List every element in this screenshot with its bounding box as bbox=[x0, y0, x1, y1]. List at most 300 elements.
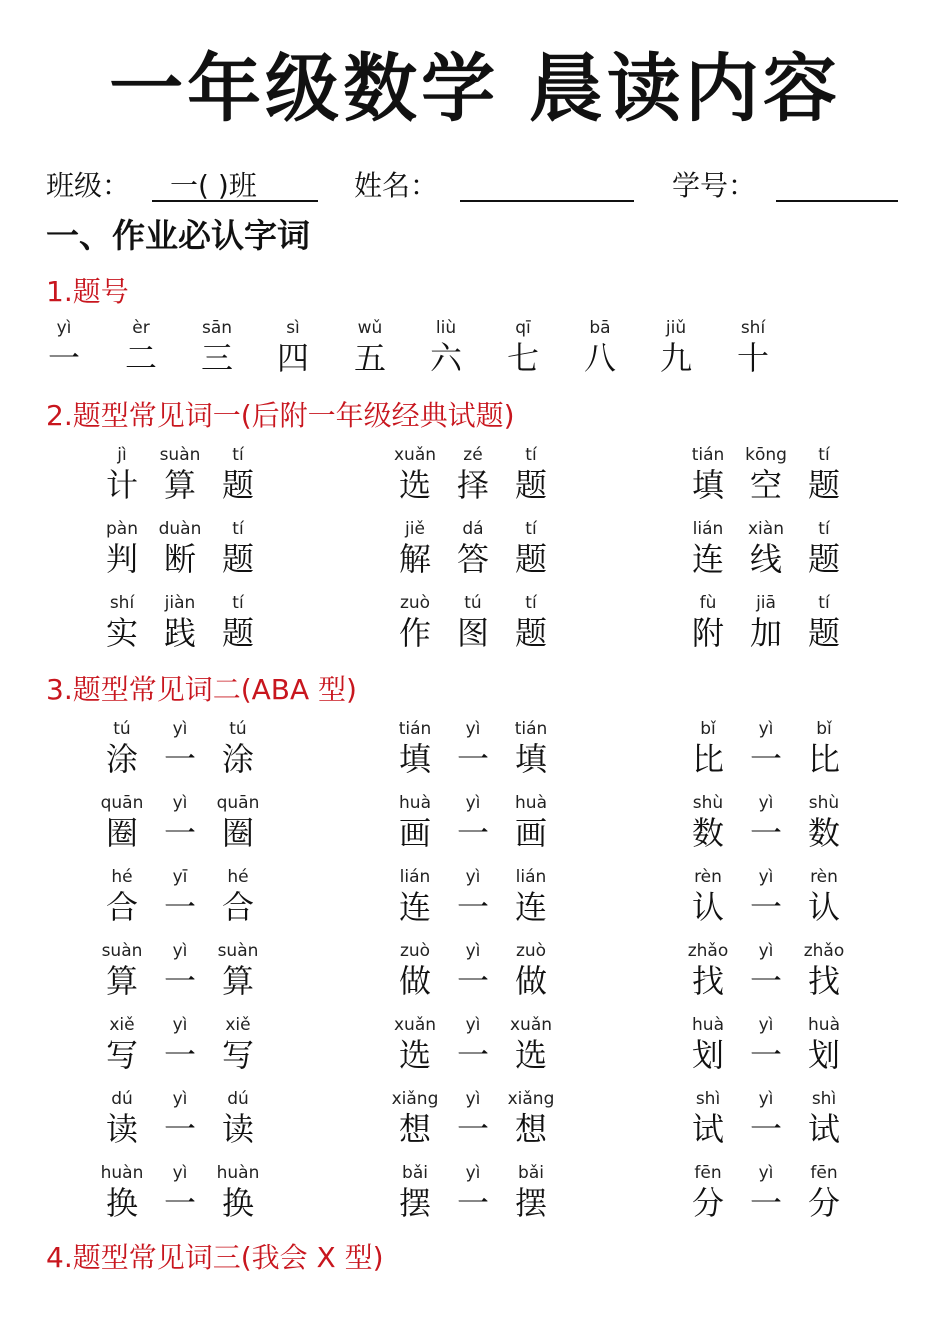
hanzi: 一 bbox=[456, 1184, 489, 1222]
word-char bbox=[92, 867, 152, 927]
pinyin: tí bbox=[525, 519, 537, 539]
pinyin: yì bbox=[56, 318, 72, 338]
word-char bbox=[208, 1015, 268, 1075]
hanzi: 连 bbox=[398, 888, 431, 926]
word-char bbox=[736, 1089, 796, 1149]
pinyin: huà bbox=[692, 1015, 724, 1035]
pinyin: tú bbox=[113, 719, 131, 739]
hanzi: 写 bbox=[221, 1036, 254, 1074]
word-char bbox=[794, 519, 854, 579]
subheading-question-numbers: 1.题号 bbox=[46, 275, 129, 308]
word-char bbox=[92, 719, 152, 779]
hanzi: 合 bbox=[221, 888, 254, 926]
pinyin: jiǔ bbox=[665, 318, 687, 338]
word-char bbox=[678, 867, 738, 927]
word-char bbox=[208, 867, 268, 927]
hanzi: 换 bbox=[105, 1184, 138, 1222]
pinyin: yì bbox=[172, 1015, 188, 1035]
pinyin: yì bbox=[465, 793, 481, 813]
student-id-field-line[interactable] bbox=[776, 200, 898, 202]
word-char bbox=[736, 719, 796, 779]
pinyin: bǎi bbox=[402, 1163, 428, 1183]
hanzi: 读 bbox=[221, 1110, 254, 1148]
hanzi: 连 bbox=[514, 888, 547, 926]
pinyin: quān bbox=[100, 793, 144, 813]
hanzi: 附 bbox=[691, 614, 724, 652]
word-char bbox=[501, 1163, 561, 1223]
word-char bbox=[208, 519, 268, 579]
hanzi: 六 bbox=[429, 339, 462, 377]
word-char bbox=[208, 445, 268, 505]
word-char bbox=[208, 793, 268, 853]
class-label: 班级： bbox=[46, 169, 131, 202]
pinyin: tí bbox=[525, 445, 537, 465]
hanzi: 八 bbox=[583, 339, 616, 377]
pinyin: yì bbox=[465, 719, 481, 739]
word-char bbox=[501, 1015, 561, 1075]
pinyin: yì bbox=[172, 719, 188, 739]
pinyin: xiǎng bbox=[507, 1089, 555, 1109]
pinyin: tú bbox=[229, 719, 247, 739]
question-type-row bbox=[0, 519, 950, 581]
pinyin: yì bbox=[758, 1089, 774, 1109]
pinyin: tí bbox=[818, 445, 830, 465]
page-title: 一年级数学 晨读内容 bbox=[109, 46, 841, 132]
word-char bbox=[678, 1089, 738, 1149]
hanzi: 一 bbox=[47, 339, 80, 377]
pinyin: lián bbox=[692, 519, 724, 539]
hanzi: 选 bbox=[398, 1036, 431, 1074]
hanzi: 一 bbox=[456, 962, 489, 1000]
pinyin: xiàn bbox=[748, 519, 784, 539]
pinyin: lián bbox=[515, 867, 547, 887]
pinyin: bǐ bbox=[816, 719, 832, 739]
hanzi: 二 bbox=[124, 339, 157, 377]
word-char bbox=[794, 867, 854, 927]
word-char bbox=[208, 1163, 268, 1223]
word-char bbox=[443, 941, 503, 1001]
hanzi: 一 bbox=[749, 1184, 782, 1222]
aba-word-row bbox=[0, 941, 950, 1003]
pinyin: shí bbox=[740, 318, 766, 338]
pinyin: qī bbox=[515, 318, 531, 338]
class-value: 一( )班 bbox=[170, 169, 257, 202]
hanzi: 一 bbox=[456, 888, 489, 926]
hanzi: 空 bbox=[749, 466, 782, 504]
hanzi: 做 bbox=[514, 962, 547, 1000]
word-char bbox=[150, 1089, 210, 1149]
word-char bbox=[443, 445, 503, 505]
hanzi: 一 bbox=[749, 1110, 782, 1148]
hanzi: 认 bbox=[691, 888, 724, 926]
word-char bbox=[92, 941, 152, 1001]
pinyin: quān bbox=[216, 793, 260, 813]
word-char bbox=[736, 1015, 796, 1075]
hanzi: 题 bbox=[221, 540, 254, 578]
hanzi: 践 bbox=[163, 614, 196, 652]
word-char bbox=[443, 793, 503, 853]
pinyin: yì bbox=[758, 1015, 774, 1035]
hanzi: 四 bbox=[276, 339, 309, 377]
number-2 bbox=[111, 318, 171, 378]
hanzi: 摆 bbox=[398, 1184, 431, 1222]
pinyin: shì bbox=[811, 1089, 837, 1109]
word-char bbox=[385, 1015, 445, 1075]
pinyin: xuǎn bbox=[393, 1015, 437, 1035]
pinyin: yì bbox=[465, 941, 481, 961]
word-char bbox=[443, 719, 503, 779]
word-char bbox=[736, 1163, 796, 1223]
word-char bbox=[736, 867, 796, 927]
hanzi: 题 bbox=[807, 614, 840, 652]
name-label: 姓名： bbox=[354, 169, 439, 202]
pinyin: rèn bbox=[810, 867, 838, 887]
pinyin: tí bbox=[818, 593, 830, 613]
word-char bbox=[678, 793, 738, 853]
hanzi: 想 bbox=[398, 1110, 431, 1148]
hanzi: 试 bbox=[807, 1110, 840, 1148]
pinyin: zuò bbox=[399, 941, 431, 961]
hanzi: 加 bbox=[749, 614, 782, 652]
hanzi: 一 bbox=[749, 814, 782, 852]
pinyin: suàn bbox=[159, 445, 201, 465]
pinyin: rèn bbox=[694, 867, 722, 887]
hanzi: 填 bbox=[398, 740, 431, 778]
word-char bbox=[150, 941, 210, 1001]
word-char bbox=[208, 1089, 268, 1149]
aba-word-row bbox=[0, 793, 950, 855]
word-char bbox=[443, 867, 503, 927]
word-char bbox=[150, 445, 210, 505]
hanzi: 一 bbox=[163, 1036, 196, 1074]
word-char bbox=[501, 1089, 561, 1149]
pinyin: zhǎo bbox=[687, 941, 729, 961]
hanzi: 填 bbox=[514, 740, 547, 778]
word-char bbox=[208, 941, 268, 1001]
question-type-row bbox=[0, 593, 950, 655]
hanzi: 线 bbox=[749, 540, 782, 578]
pinyin: jiě bbox=[405, 519, 425, 539]
word-char bbox=[443, 593, 503, 653]
word-char bbox=[678, 445, 738, 505]
word-char bbox=[385, 445, 445, 505]
word-char bbox=[385, 593, 445, 653]
pinyin: yì bbox=[465, 1015, 481, 1035]
pinyin: bā bbox=[589, 318, 611, 338]
hanzi: 数 bbox=[691, 814, 724, 852]
pinyin: huà bbox=[399, 793, 431, 813]
hanzi: 换 bbox=[221, 1184, 254, 1222]
hanzi: 摆 bbox=[514, 1184, 547, 1222]
word-char bbox=[501, 793, 561, 853]
pinyin: tián bbox=[398, 719, 432, 739]
word-char bbox=[678, 1163, 738, 1223]
word-char bbox=[385, 867, 445, 927]
word-char bbox=[501, 593, 561, 653]
hanzi: 实 bbox=[105, 614, 138, 652]
word-char bbox=[678, 941, 738, 1001]
word-char bbox=[678, 519, 738, 579]
pinyin: pàn bbox=[106, 519, 138, 539]
hanzi: 涂 bbox=[221, 740, 254, 778]
pinyin: hé bbox=[111, 867, 133, 887]
pinyin: yì bbox=[465, 867, 481, 887]
pinyin: yì bbox=[465, 1163, 481, 1183]
word-char bbox=[501, 941, 561, 1001]
hanzi: 题 bbox=[807, 540, 840, 578]
hanzi: 十 bbox=[736, 339, 769, 377]
hanzi: 答 bbox=[456, 540, 489, 578]
hanzi: 找 bbox=[691, 962, 724, 1000]
hanzi: 分 bbox=[807, 1184, 840, 1222]
pinyin: xuǎn bbox=[509, 1015, 553, 1035]
hanzi: 三 bbox=[200, 339, 233, 377]
pinyin: tián bbox=[691, 445, 725, 465]
pinyin: zuò bbox=[399, 593, 431, 613]
word-char bbox=[443, 1089, 503, 1149]
pinyin: kōng bbox=[745, 445, 787, 465]
number-8 bbox=[570, 318, 630, 378]
pinyin: duàn bbox=[158, 519, 202, 539]
pinyin: xiǎng bbox=[391, 1089, 439, 1109]
student-id-label: 学号： bbox=[672, 169, 757, 202]
hanzi: 题 bbox=[221, 466, 254, 504]
number-1 bbox=[34, 318, 94, 378]
word-char bbox=[501, 445, 561, 505]
hanzi: 计 bbox=[105, 466, 138, 504]
pinyin: yì bbox=[758, 867, 774, 887]
question-type-row bbox=[0, 445, 950, 507]
hanzi: 七 bbox=[506, 339, 539, 377]
hanzi: 圈 bbox=[105, 814, 138, 852]
pinyin: zé bbox=[463, 445, 483, 465]
word-char bbox=[794, 1089, 854, 1149]
hanzi: 一 bbox=[749, 1036, 782, 1074]
hanzi: 找 bbox=[807, 962, 840, 1000]
word-char bbox=[92, 1015, 152, 1075]
pinyin: dú bbox=[111, 1089, 133, 1109]
hanzi: 九 bbox=[659, 339, 692, 377]
pinyin: huàn bbox=[100, 1163, 144, 1183]
subheading-question-types-3: 4.题型常见词三(我会 X 型) bbox=[46, 1241, 384, 1274]
word-char bbox=[678, 719, 738, 779]
student-info-line bbox=[46, 166, 906, 206]
hanzi: 一 bbox=[163, 888, 196, 926]
pinyin: yì bbox=[172, 941, 188, 961]
pinyin: yì bbox=[758, 1163, 774, 1183]
hanzi: 画 bbox=[514, 814, 547, 852]
number-6 bbox=[416, 318, 476, 378]
word-char bbox=[208, 719, 268, 779]
pinyin: wǔ bbox=[357, 318, 383, 338]
hanzi: 一 bbox=[163, 1184, 196, 1222]
word-char bbox=[208, 593, 268, 653]
word-char bbox=[443, 1163, 503, 1223]
section-heading: 一、作业必认字词 bbox=[46, 216, 310, 255]
number-7 bbox=[493, 318, 553, 378]
hanzi: 一 bbox=[163, 962, 196, 1000]
number-4 bbox=[263, 318, 323, 378]
word-char bbox=[794, 1163, 854, 1223]
pinyin: zhǎo bbox=[803, 941, 845, 961]
pinyin: liù bbox=[435, 318, 457, 338]
hanzi: 比 bbox=[807, 740, 840, 778]
pinyin: tí bbox=[818, 519, 830, 539]
word-char bbox=[443, 519, 503, 579]
pinyin: yì bbox=[758, 793, 774, 813]
subheading-question-types-1: 2.题型常见词一(后附一年级经典试题) bbox=[46, 399, 515, 432]
pinyin: fēn bbox=[810, 1163, 838, 1183]
hanzi: 图 bbox=[456, 614, 489, 652]
hanzi: 一 bbox=[163, 814, 196, 852]
pinyin: shì bbox=[695, 1089, 721, 1109]
hanzi: 一 bbox=[456, 1110, 489, 1148]
word-char bbox=[501, 719, 561, 779]
word-char bbox=[501, 867, 561, 927]
hanzi: 一 bbox=[749, 962, 782, 1000]
word-char bbox=[736, 793, 796, 853]
hanzi: 写 bbox=[105, 1036, 138, 1074]
hanzi: 试 bbox=[691, 1110, 724, 1148]
word-char bbox=[92, 1089, 152, 1149]
hanzi: 题 bbox=[514, 614, 547, 652]
number-5 bbox=[340, 318, 400, 378]
hanzi: 题 bbox=[807, 466, 840, 504]
word-char bbox=[150, 867, 210, 927]
word-char bbox=[794, 445, 854, 505]
pinyin: huà bbox=[808, 1015, 840, 1035]
word-char bbox=[150, 1163, 210, 1223]
hanzi: 题 bbox=[221, 614, 254, 652]
pinyin: yì bbox=[465, 1089, 481, 1109]
hanzi: 圈 bbox=[221, 814, 254, 852]
hanzi: 一 bbox=[163, 740, 196, 778]
pinyin: suàn bbox=[101, 941, 143, 961]
pinyin: yī bbox=[172, 867, 188, 887]
word-char bbox=[385, 1163, 445, 1223]
hanzi: 一 bbox=[749, 740, 782, 778]
hanzi: 做 bbox=[398, 962, 431, 1000]
hanzi: 想 bbox=[514, 1110, 547, 1148]
word-char bbox=[92, 793, 152, 853]
aba-word-row bbox=[0, 719, 950, 781]
word-char bbox=[385, 719, 445, 779]
pinyin: fēn bbox=[694, 1163, 722, 1183]
hanzi: 题 bbox=[514, 466, 547, 504]
pinyin: bǐ bbox=[700, 719, 716, 739]
hanzi: 读 bbox=[105, 1110, 138, 1148]
pinyin: tí bbox=[232, 593, 244, 613]
word-char bbox=[678, 593, 738, 653]
pinyin: dú bbox=[227, 1089, 249, 1109]
hanzi: 选 bbox=[398, 466, 431, 504]
hanzi: 算 bbox=[105, 962, 138, 1000]
number-list bbox=[0, 318, 950, 380]
word-char bbox=[794, 793, 854, 853]
hanzi: 一 bbox=[456, 740, 489, 778]
pinyin: tí bbox=[525, 593, 537, 613]
pinyin: xiě bbox=[109, 1015, 135, 1035]
pinyin: xiě bbox=[225, 1015, 251, 1035]
pinyin: dá bbox=[462, 519, 484, 539]
word-char bbox=[92, 519, 152, 579]
pinyin: jì bbox=[117, 445, 127, 465]
pinyin: èr bbox=[132, 318, 150, 338]
word-char bbox=[678, 1015, 738, 1075]
word-char bbox=[150, 1015, 210, 1075]
word-char bbox=[794, 941, 854, 1001]
word-char bbox=[150, 793, 210, 853]
pinyin: jiàn bbox=[164, 593, 196, 613]
pinyin: bǎi bbox=[518, 1163, 544, 1183]
word-char bbox=[150, 519, 210, 579]
pinyin: huàn bbox=[216, 1163, 260, 1183]
pinyin: jiā bbox=[756, 593, 776, 613]
aba-word-row bbox=[0, 1089, 950, 1151]
hanzi: 认 bbox=[807, 888, 840, 926]
name-field-line[interactable] bbox=[460, 200, 634, 202]
hanzi: 断 bbox=[163, 540, 196, 578]
word-char bbox=[794, 1015, 854, 1075]
hanzi: 一 bbox=[749, 888, 782, 926]
word-char bbox=[150, 593, 210, 653]
hanzi: 一 bbox=[456, 814, 489, 852]
word-char bbox=[385, 793, 445, 853]
pinyin: suàn bbox=[217, 941, 259, 961]
pinyin: xuǎn bbox=[393, 445, 437, 465]
pinyin: hé bbox=[227, 867, 249, 887]
number-3 bbox=[187, 318, 247, 378]
pinyin: sì bbox=[286, 318, 300, 338]
word-char bbox=[92, 1163, 152, 1223]
aba-word-row bbox=[0, 867, 950, 929]
word-char bbox=[92, 445, 152, 505]
hanzi: 数 bbox=[807, 814, 840, 852]
word-char bbox=[385, 519, 445, 579]
pinyin: yì bbox=[172, 1089, 188, 1109]
hanzi: 算 bbox=[221, 962, 254, 1000]
hanzi: 填 bbox=[691, 466, 724, 504]
pinyin: sān bbox=[201, 318, 233, 338]
word-char bbox=[736, 593, 796, 653]
hanzi: 择 bbox=[456, 466, 489, 504]
word-char bbox=[794, 719, 854, 779]
hanzi: 画 bbox=[398, 814, 431, 852]
hanzi: 分 bbox=[691, 1184, 724, 1222]
pinyin: yì bbox=[172, 1163, 188, 1183]
pinyin: yì bbox=[758, 941, 774, 961]
word-char bbox=[385, 1089, 445, 1149]
word-char bbox=[385, 941, 445, 1001]
hanzi: 作 bbox=[398, 614, 431, 652]
pinyin: fù bbox=[699, 593, 717, 613]
word-char bbox=[92, 593, 152, 653]
word-char bbox=[150, 719, 210, 779]
pinyin: shí bbox=[109, 593, 135, 613]
hanzi: 判 bbox=[105, 540, 138, 578]
hanzi: 解 bbox=[398, 540, 431, 578]
pinyin: lián bbox=[399, 867, 431, 887]
hanzi: 一 bbox=[456, 1036, 489, 1074]
hanzi: 选 bbox=[514, 1036, 547, 1074]
hanzi: 划 bbox=[691, 1036, 724, 1074]
number-9 bbox=[646, 318, 706, 378]
hanzi: 涂 bbox=[105, 740, 138, 778]
pinyin: huà bbox=[515, 793, 547, 813]
pinyin: yì bbox=[758, 719, 774, 739]
word-char bbox=[794, 593, 854, 653]
pinyin: yì bbox=[172, 793, 188, 813]
